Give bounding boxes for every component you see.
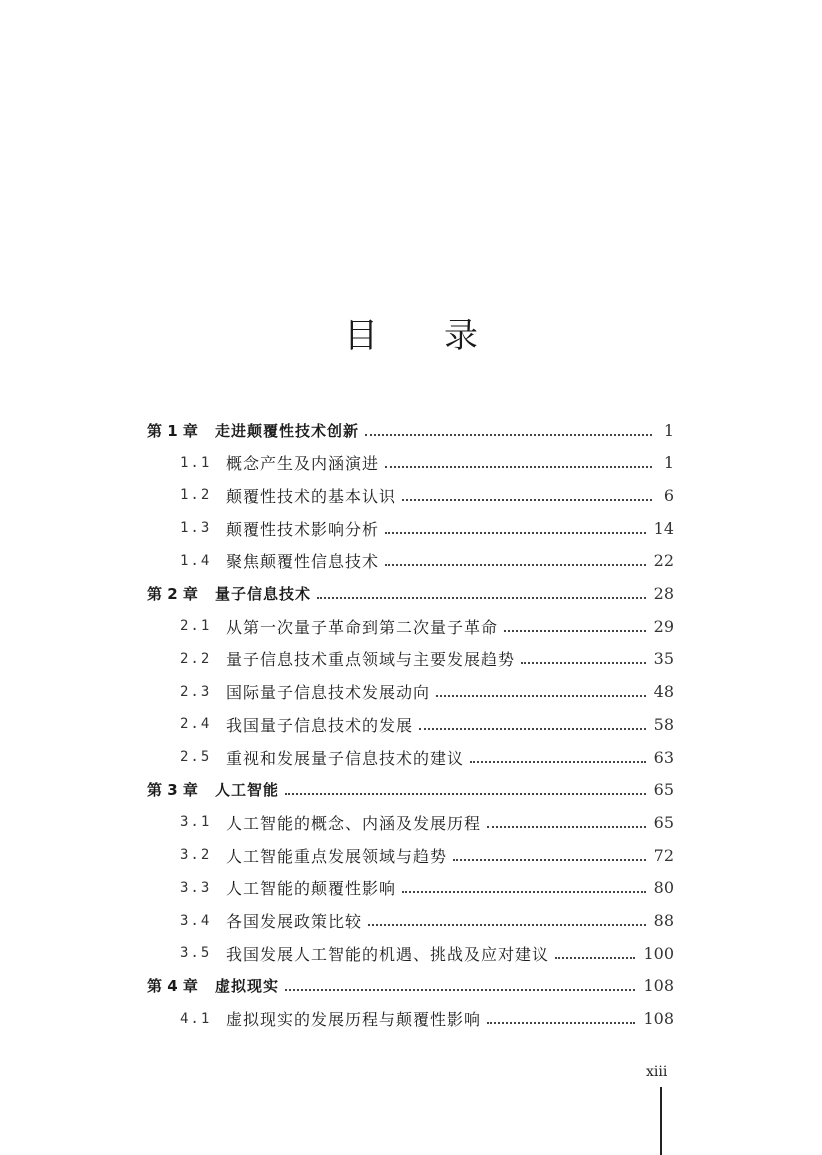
toc-entry-title: 人工智能重点发展领域与趋势	[226, 846, 448, 866]
toc-page-number: 48	[653, 682, 674, 702]
toc-section-row[interactable]	[180, 905, 674, 937]
toc-chapter-row[interactable]	[147, 578, 674, 610]
toc-entry-title: 各国发展政策比较	[226, 912, 363, 931]
toc-entry-title: 我国发展人工智能的机遇、挑战及应对建议	[226, 944, 550, 964]
toc-entry-number: 2.5	[180, 749, 212, 765]
toc-entry-title: 虚拟现实的发展历程与颠覆性影响	[226, 1010, 482, 1030]
toc-entry-title: 虚拟现实	[215, 977, 280, 996]
toc-section-row[interactable]	[180, 447, 674, 479]
toc-entry-number: 3.2	[180, 847, 212, 864]
toc-entry-number: 3.4	[180, 912, 212, 929]
dot-leader	[385, 465, 652, 468]
toc-section-row[interactable]	[180, 937, 674, 969]
toc-page-number: 1	[663, 420, 674, 440]
dot-leader	[504, 629, 646, 632]
toc-section-row[interactable]	[180, 741, 674, 773]
dot-leader	[487, 825, 646, 828]
dot-leader	[402, 890, 646, 893]
toc-page-number: 22	[653, 551, 674, 571]
toc-entry-title: 国际量子信息技术发展动向	[226, 683, 431, 703]
toc-section-row[interactable]	[180, 643, 674, 675]
dot-leader	[555, 956, 635, 959]
toc-entry-title: 我国量子信息技术的发展	[226, 715, 414, 735]
dot-leader	[365, 433, 652, 436]
toc-entry-title: 人工智能	[215, 781, 280, 800]
toc-page-number: 14	[653, 518, 674, 538]
toc-entry-number: 3.5	[180, 945, 212, 962]
toc-entry-number: 2.2	[180, 650, 212, 667]
toc-entry-title: 量子信息技术重点领域与主要发展趋势	[226, 650, 516, 670]
toc-entry-title: 从第一次量子革命到第二次量子革命	[226, 617, 499, 637]
toc-chapter-row[interactable]	[147, 774, 674, 806]
toc-section-row[interactable]	[180, 545, 674, 577]
toc-section-row[interactable]	[180, 610, 674, 642]
toc-entry-title: 颠覆性技术影响分析	[226, 519, 380, 539]
toc-entry-number: 第 1 章	[147, 421, 198, 440]
margin-rule	[660, 1087, 662, 1155]
toc-section-row[interactable]	[180, 839, 674, 871]
toc-entry-number: 第 3 章	[147, 781, 198, 800]
toc-section-row[interactable]	[180, 676, 674, 708]
dot-leader	[521, 661, 646, 664]
toc-entry-title: 人工智能的概念、内涵及发展历程	[226, 813, 482, 833]
dot-leader	[453, 858, 646, 861]
toc-entry-number: 1.4	[180, 552, 212, 569]
toc-entry-title: 走进颠覆性技术创新	[215, 421, 360, 440]
toc-page-number: 58	[653, 714, 674, 734]
dot-leader	[470, 760, 646, 763]
toc-page-number: 88	[653, 911, 674, 930]
toc-page-number: 1	[663, 453, 674, 473]
toc-page-number: 29	[653, 616, 674, 636]
toc-page-number: 108	[643, 1009, 674, 1029]
toc-entry-number: 4.1	[180, 1010, 212, 1027]
toc-section-row[interactable]	[180, 512, 674, 544]
toc-page-number: 35	[653, 649, 674, 669]
dot-leader	[285, 988, 635, 991]
toc-entry-number: 第 4 章	[147, 977, 198, 996]
toc-page-number: 108	[643, 976, 674, 996]
toc-entry-title: 量子信息技术	[215, 585, 312, 603]
toc-page-number: 100	[643, 943, 674, 963]
toc-entry-title: 颠覆性技术的基本认识	[226, 486, 397, 506]
toc-entry-title: 概念产生及内涵演进	[226, 454, 380, 474]
page-title	[0, 308, 822, 357]
toc-entry-number: 3.1	[180, 814, 212, 831]
toc-page-number: 65	[653, 812, 674, 832]
toc-chapter-row[interactable]	[147, 414, 674, 446]
toc-section-row[interactable]	[180, 872, 674, 904]
toc-entry-number: 2.4	[180, 716, 212, 733]
toc-entry-number: 1.3	[180, 520, 212, 537]
title-char-2: 录	[444, 316, 478, 356]
toc-page-number: 65	[653, 780, 674, 800]
toc-entry-title: 聚焦颠覆性信息技术	[226, 552, 380, 572]
dot-leader	[385, 563, 646, 566]
dot-leader	[317, 596, 646, 599]
toc-page-number: 72	[653, 845, 674, 865]
toc-entry-number: 第 2 章	[147, 585, 198, 603]
dot-leader	[487, 1021, 635, 1024]
toc-section-row[interactable]	[180, 479, 674, 511]
toc-page-number: 28	[653, 584, 674, 603]
toc-entry-number: 1.1	[180, 454, 212, 471]
toc-section-row[interactable]	[180, 708, 674, 740]
title-char-1: 目	[344, 316, 378, 356]
toc-entry-number: 1.2	[180, 487, 212, 504]
dot-leader	[402, 498, 652, 501]
toc-chapter-row[interactable]	[147, 970, 674, 1002]
toc-entry-number: 2.3	[180, 683, 212, 700]
toc-entry-number: 2.1	[180, 618, 212, 635]
dot-leader	[285, 792, 646, 795]
page-number: xiii	[646, 1064, 668, 1080]
toc-entry-title: 重视和发展量子信息技术的建议	[226, 748, 465, 768]
dot-leader	[436, 694, 646, 697]
toc-section-row[interactable]	[180, 806, 674, 838]
toc-section-row[interactable]	[180, 1003, 674, 1035]
toc-entry-number: 3.3	[180, 879, 212, 896]
toc-page-number: 63	[653, 747, 674, 767]
dot-leader	[368, 923, 646, 926]
dot-leader	[385, 531, 646, 534]
toc-entry-title: 人工智能的颠覆性影响	[226, 879, 397, 899]
toc-page-number: 6	[663, 485, 674, 505]
dot-leader	[419, 727, 646, 730]
toc-page-number: 80	[653, 878, 674, 898]
